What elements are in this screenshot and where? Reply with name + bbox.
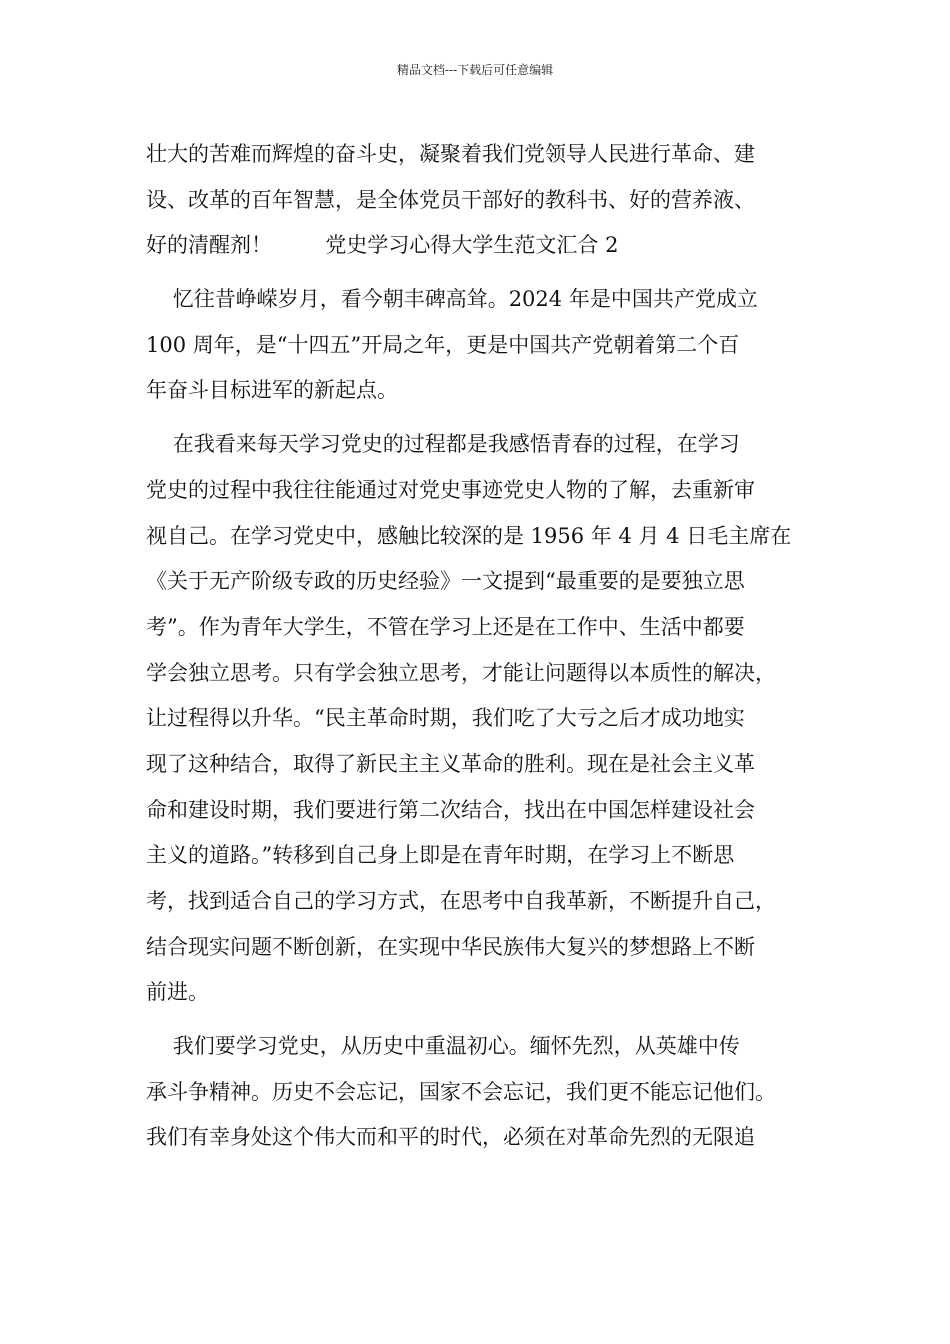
text-line: 前进。	[146, 980, 209, 1005]
text-line: 《关于无产阶级专政的历史经验》一文提到“最重要的是要独立思	[146, 569, 745, 594]
text-line: 壮大的苦难而辉煌的奋斗史，凝聚着我们党领导人民进行革命、建	[146, 142, 755, 166]
text-line: 学会独立思考。只有学会独立思考，才能让问题得以本质性的解决，	[146, 660, 776, 685]
text-line: 命和建设时期，我们要进行第二次结合，找出在中国怎样建设社会	[146, 797, 755, 822]
paragraph-gap	[146, 414, 836, 422]
text-line: 100 周年，是“十四五”开局之年，更是中国共产党朝着第二个百	[146, 332, 740, 357]
text-line: 设、改革的百年智慧，是全体党员干部好的教科书、好的营养液、	[146, 187, 755, 212]
text-line: 在我看来每天学习党史的过程都是我感悟青春的过程，在学习	[146, 432, 740, 457]
text-line: 主义的道路。”转移到自己身上即是在青年时期，在学习上不断思	[146, 843, 735, 868]
text-line: 党史的过程中我往往能通过对党史事迹党史人物的了解，去重新审	[146, 477, 755, 502]
text-line: 我们要学习党史，从历史中重温初心。缅怀先烈，从英雄中传	[146, 1034, 740, 1059]
text-line: 结合现实问题不断创新，在实现中华民族伟大复兴的梦想路上不断	[146, 934, 755, 959]
text-line: 年奋斗目标进军的新起点。	[146, 378, 398, 403]
page-header: 精品文档---下载后可任意编辑	[396, 63, 554, 77]
text-line: 忆往昔峥嵘岁月，看今朝丰碑高耸。2024 年是中国共产党成立	[146, 287, 758, 312]
document-body	[146, 132, 836, 1161]
text-line: 考”。作为青年大学生，不管在学习上还是在工作中、生活中都要	[146, 614, 745, 639]
text-line: 考，找到适合自己的学习方式，在思考中自我革新，不断提升自己，	[146, 889, 776, 913]
text-line: 让过程得以升华。“民主革命时期，我们吃了大亏之后才成功地实	[146, 706, 745, 731]
text-line: 现了这种结合，取得了新民主主义革命的胜利。现在是社会主义革	[146, 751, 755, 776]
paragraph	[146, 422, 836, 1016]
paragraph	[146, 277, 836, 414]
text-line: 视自己。在学习党史中，感触比较深的是 1956 年 4 月 4 日毛主席在	[146, 523, 792, 548]
paragraph-gap	[146, 1016, 836, 1024]
text-line: 我们有幸身处这个伟大而和平的时代，必须在对革命先烈的无限追	[146, 1125, 755, 1150]
text-line: 承斗争精神。历史不会忘记，国家不会忘记，我们更不能忘记他们。	[146, 1079, 776, 1104]
text-line: 好的清醒剂！ 党史学习心得大学生范文汇合 2	[146, 233, 619, 258]
paragraph-gap	[146, 269, 836, 277]
paragraph	[146, 1024, 836, 1161]
paragraph	[146, 132, 836, 269]
